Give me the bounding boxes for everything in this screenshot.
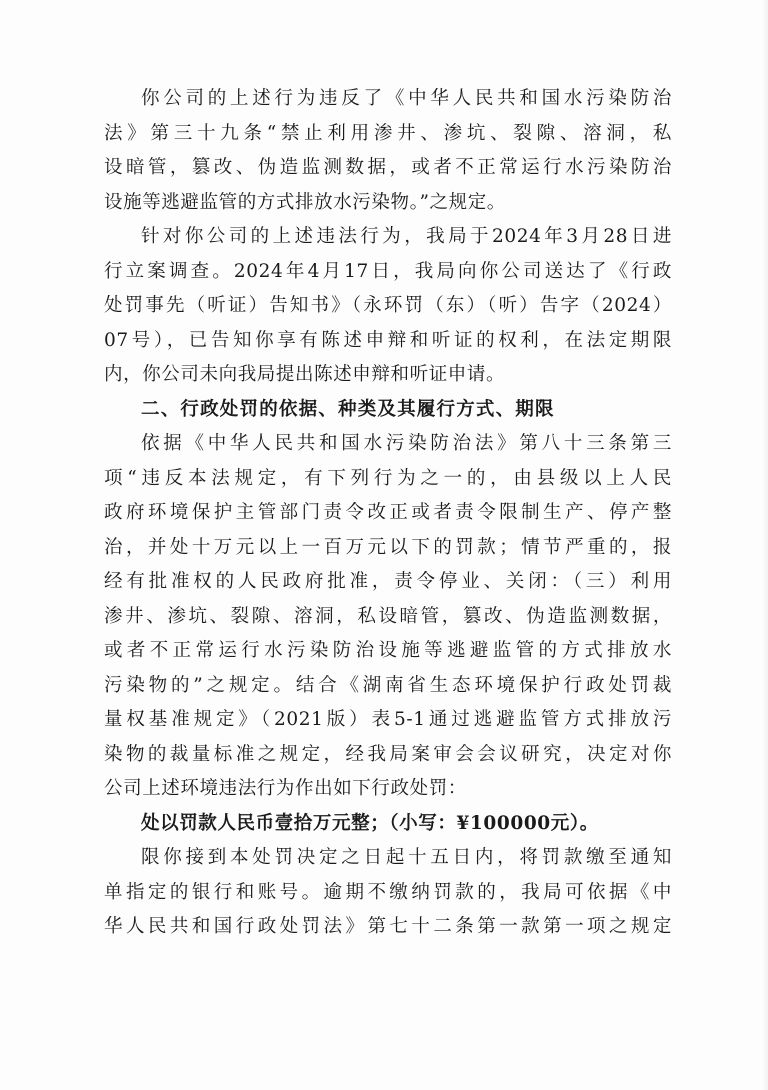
paragraph-line: 针对你公司的上述违法行为，我局于2024年3月28日进	[141, 226, 672, 247]
paragraph-line: 经有批准权的人民政府批准，责令停业、关闭：（三）利用	[104, 571, 672, 592]
paragraph-line: 染物的裁量标准之规定，经我局案审会会议研究，决定对你	[104, 743, 672, 765]
paragraph-line: 内，你公司未向我局提出陈述申辩和听证申请。	[104, 364, 506, 385]
paragraph-line: 你公司的上述行为违反了《中华人民共和国水污染防治	[141, 88, 672, 109]
paragraph-line: 设施等逃避监管的方式排放水污染物。”之规定。	[104, 191, 506, 213]
paragraph-line: 或者不正常运行水污染防治设施等逃避监管的方式排放水	[104, 640, 672, 661]
paragraph-line: 07号），已告知你享有陈述申辩和听证的权利，在法定期限	[104, 329, 672, 351]
paragraph-line: 政府环境保护主管部门责令改正或者责令限制生产、停产整	[104, 502, 672, 523]
paragraph-line: 单指定的银行和账号。逾期不缴纳罚款的，我局可依据《中	[104, 881, 672, 903]
paragraph-line: 渗井、渗坑、裂隙、溶洞，私设暗管，篡改、伪造监测数据，	[104, 605, 672, 627]
paragraph-line: 处罚事先（听证）告知书》（永环罚（东）（听）告字（2024）	[104, 295, 672, 316]
paragraph-line: 依据《中华人民共和国水污染防治法》第八十三条第三	[141, 433, 672, 454]
paragraph-line: 法》第三十九条“禁止利用渗井、渗坑、裂隙、溶洞，私	[104, 122, 672, 144]
penalty-statement: 处以罚款人民币壹拾万元整；（小写：¥100000元）。	[141, 812, 599, 834]
paragraph-line: 污染物的”之规定。结合《湖南省生态环境保护行政处罚裁	[104, 674, 672, 696]
section-heading: 二、行政处罚的依据、种类及其履行方式、期限	[141, 398, 555, 420]
scan-edge-shadow	[762, 0, 768, 1090]
paragraph-line: 公司上述环境违法行为作出如下行政处罚：	[104, 778, 467, 799]
paragraph-line: 治，并处十万元以上一百万元以下的罚款；情节严重的，报	[104, 536, 672, 558]
paragraph-line: 行立案调查。2024年4月17日，我局向你公司送达了《行政	[104, 260, 672, 282]
paragraph-line: 限你接到本处罚决定之日起十五日内，将罚款缴至通知	[141, 847, 672, 868]
document-body	[104, 82, 672, 945]
paragraph-line: 华人民共和国行政处罚法》第七十二条第一款第一项之规定	[104, 916, 672, 937]
paragraph-line: 项“违反本法规定，有下列行为之一的，由县级以上人民	[104, 467, 672, 489]
paragraph-line: 设暗管，篡改、伪造监测数据，或者不正常运行水污染防治	[104, 157, 672, 178]
paragraph-line: 量权基准规定》（2021版）表5-1通过逃避监管方式排放污	[104, 709, 672, 730]
